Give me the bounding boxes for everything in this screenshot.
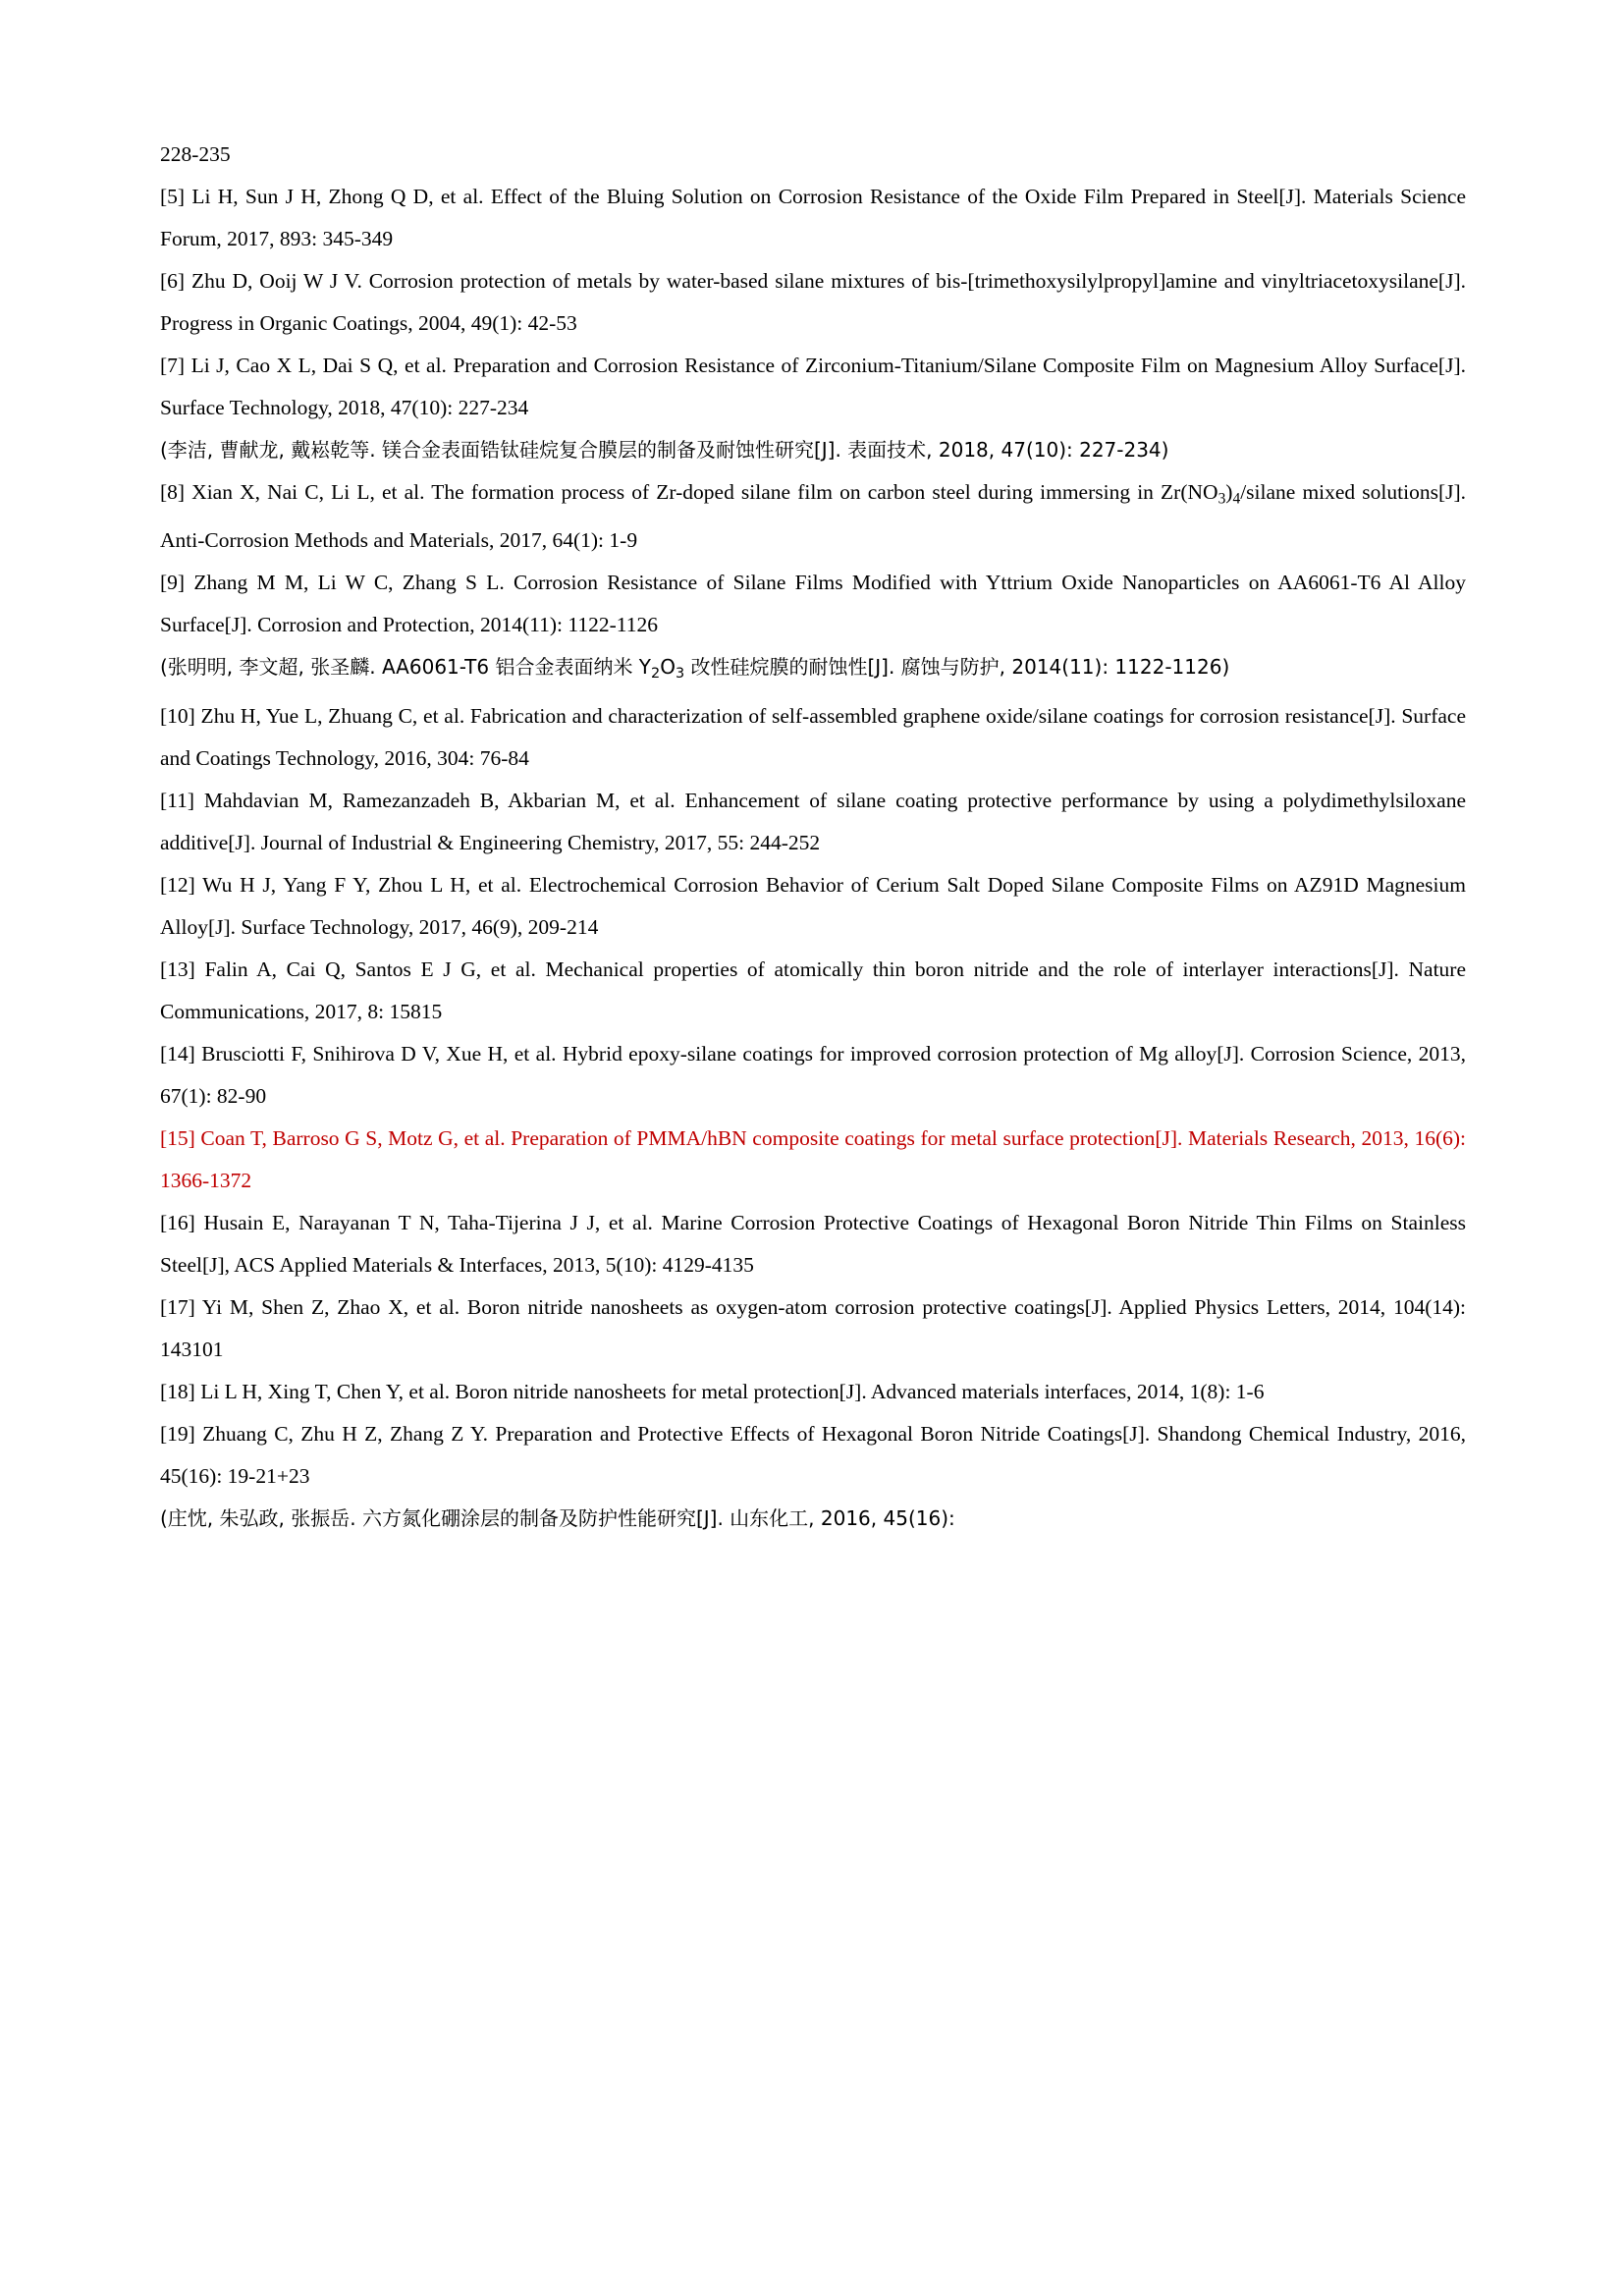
reference-entry: (张明明, 李文超, 张圣麟. AA6061-T6 铝合金表面纳米 $Y_2O_3$ 改性硅烷膜的耐蚀性[J]. 腐蚀与防护, 2014(11): 1122-1126) (160, 655, 1230, 683)
reference-entry: [8] Xian X, Nai C, Li L, et al. The formation process of Zr-doped silane film on carbon steel during immersing in $Zr(NO_3)_4$/silane mixed solutions[J]. Anti-Corrosion Methods and Materials, 2017, 64(1): 1-9 (160, 480, 1467, 553)
reference-entry: [7] Li J, Cao X L, Dai S Q, et al. Preparation and Corrosion Resistance of Zirconium-Titanium/Silane Composite Film on Magnesium Alloy Surface[J]. Surface Technology, 2018, 47(10): 227-234 (160, 354, 1466, 419)
reference-list (160, 134, 1466, 1540)
reference-entry: [13] Falin A, Cai Q, Santos E J G, et al. Mechanical properties of atomically thin boron nitride and the role of interlayer interactions[J]. Nature Communications, 2017, 8: 15815 (160, 957, 1466, 1024)
reference-entry: (李洁, 曹献龙, 戴崧乾等. 镁合金表面锆钛硅烷复合膜层的制备及耐蚀性研究[J]. 表面技术, 2018, 47(10): 227-234) (160, 438, 1169, 462)
reference-entry: [16] Husain E, Narayanan T N, Taha-Tijerina J J, et al. Marine Corrosion Protective Coatings of Hexagonal Boron Nitride Thin Films on Stainless Steel[J], ACS Applied Materials & Interfaces, 2013, 5(10): 4129-4135 (160, 1211, 1466, 1278)
reference-entry: [14] Brusciotti F, Snihirova D V, Xue H, et al. Hybrid epoxy-silane coatings for improved corrosion protection of Mg alloy[J]. Corrosion Science, 2013, 67(1): 82-90 (160, 1042, 1466, 1109)
reference-entry: [11] Mahdavian M, Ramezanzadeh B, Akbarian M, et al. Enhancement of silane coating protective performance by using a polydimethylsiloxane additive[J]. Journal of Industrial & Engineering Chemistry, 2017, 55: 244-252 (160, 789, 1466, 855)
reference-entry: [12] Wu H J, Yang F Y, Zhou L H, et al. Electrochemical Corrosion Behavior of Cerium Salt Doped Silane Composite Films on AZ91D Magnesium Alloy[J]. Surface Technology, 2017, 46(9), 209-214 (160, 873, 1466, 940)
reference-entry: [15] Coan T, Barroso G S, Motz G, et al. Preparation of PMMA/hBN composite coatings for metal surface protection[J]. Materials Research, 2013, 16(6): 1366-1372 (160, 1126, 1466, 1193)
reference-entry: (庄忱, 朱弘政, 张振岳. 六方氮化硼涂层的制备及防护性能研究[J]. 山东化工, 2016, 45(16): (160, 1506, 955, 1531)
reference-entry: [17] Yi M, Shen Z, Zhao X, et al. Boron nitride nanosheets as oxygen-atom corrosion protective coatings[J]. Applied Physics Letters, 2014, 104(14): 143101 (160, 1295, 1466, 1362)
reference-entry: [5] Li H, Sun J H, Zhong Q D, et al. Effect of the Bluing Solution on Corrosion Resistance of the Oxide Film Prepared in Steel[J]. Materials Science Forum, 2017, 893: 345-349 (160, 185, 1466, 250)
reference-entry: [6] Zhu D, Ooij W J V. Corrosion protection of metals by water-based silane mixtures of bis-[trimethoxysilylpropyl]amine and vinyltriacetoxysilane[J]. Progress in Organic Coatings, 2004, 49(1): 42-53 (160, 269, 1466, 335)
reference-entry: [10] Zhu H, Yue L, Zhuang C, et al. Fabrication and characterization of self-assembled graphene oxide/silane coatings for corrosion resistance[J]. Surface and Coatings Technology, 2016, 304: 76-84 (160, 704, 1466, 771)
reference-entry: [9] Zhang M M, Li W C, Zhang S L. Corrosion Resistance of Silane Films Modified with Yttrium Oxide Nanoparticles on AA6061-T6 Al Alloy Surface[J]. Corrosion and Protection, 2014(11): 1122-1126 (160, 571, 1466, 637)
reference-entry: [18] Li L H, Xing T, Chen Y, et al. Boron nitride nanosheets for metal protection[J]. Advanced materials interfaces, 2014, 1(8): 1-6 (160, 1380, 1265, 1404)
reference-entry: 228-235 (160, 142, 231, 166)
reference-entry: [19] Zhuang C, Zhu H Z, Zhang Z Y. Preparation and Protective Effects of Hexagonal Boron Nitride Coatings[J]. Shandong Chemical Industry, 2016, 45(16): 19-21+23 (160, 1422, 1466, 1489)
